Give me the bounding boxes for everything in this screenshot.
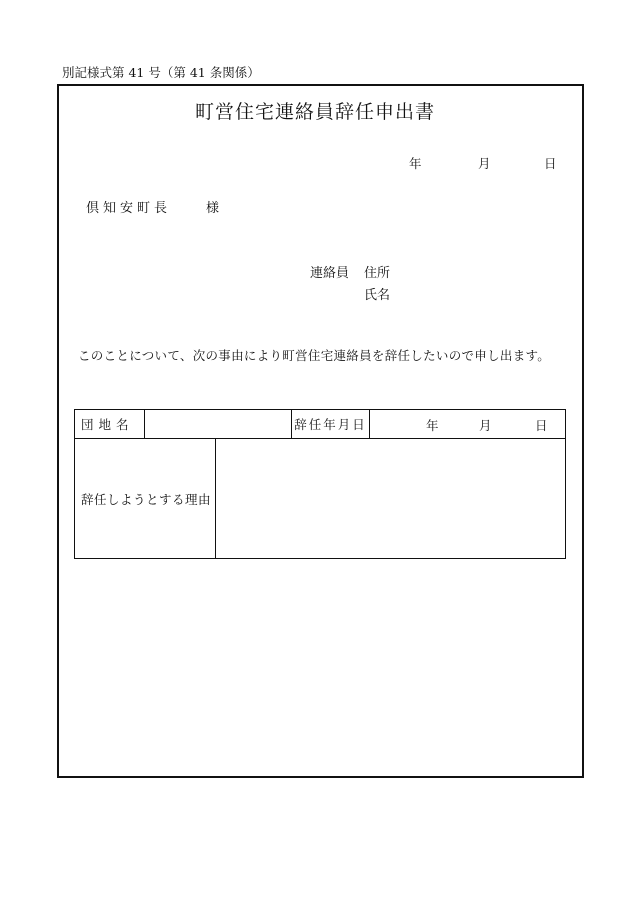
complex-name-label: 団地名 [75,410,145,439]
form-number: 別記様式第 41 号（第 41 条関係） [62,65,260,80]
resignation-year-label: 年 [426,418,439,433]
reason-label: 辞任しようとする理由 [75,439,216,559]
complex-name-field[interactable] [145,410,292,439]
resignation-day-label: 日 [535,418,548,433]
resignation-month-label: 月 [479,418,492,433]
applicant-role-label: 連絡員 [310,266,350,281]
addressee-suffix: 様 [206,201,220,216]
reason-field[interactable] [216,439,566,559]
date-month-label: 月 [478,156,491,171]
statement-text: このことについて、次の事由により町営住宅連絡員を辞任したいので申し出ます。 [78,348,551,363]
applicant-name-label: 氏名 [364,288,391,303]
resignation-date-field[interactable] [370,410,566,439]
addressee: 倶知安町長 [86,201,172,216]
resignation-date-label: 辞任年月日 [292,410,370,439]
date-year-label: 年 [409,156,422,171]
applicant-address-label: 住所 [364,266,391,281]
date-day-label: 日 [544,156,557,171]
page-title: 町営住宅連絡員辞任申出書 [194,101,435,123]
resignation-table [74,409,566,559]
